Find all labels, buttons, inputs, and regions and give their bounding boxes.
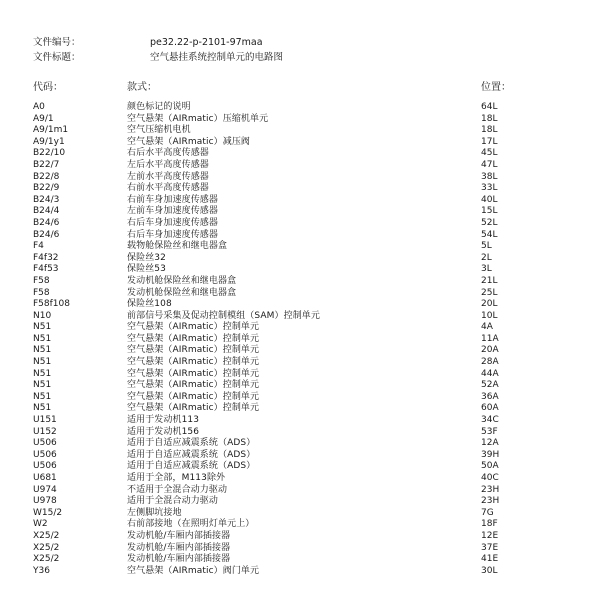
row-code: F4f53 — [33, 264, 59, 275]
row-description: 右前部接地（在照明灯单元上） — [127, 519, 255, 530]
row-code: W2 — [33, 519, 48, 530]
row-description: 空气压缩机电机 — [127, 125, 191, 136]
row-code: N51 — [33, 345, 52, 356]
table-row — [0, 276, 600, 288]
row-code: F4f32 — [33, 252, 59, 263]
table-row — [0, 450, 600, 462]
row-position: 2L — [481, 252, 492, 263]
row-position: 39H — [481, 449, 500, 460]
row-position: 18F — [481, 519, 498, 530]
row-position: 37E — [481, 542, 499, 553]
row-description: 空气悬架（AIRmatic）控制单元 — [127, 345, 260, 356]
row-description: 适用于发动机156 — [127, 426, 200, 437]
table-row — [0, 195, 600, 207]
row-position: 28A — [481, 357, 499, 368]
row-description: 空气悬架（AIRmatic）控制单元 — [127, 333, 260, 344]
row-code: U151 — [33, 415, 57, 426]
row-position: 3L — [481, 264, 492, 275]
table-row — [0, 392, 600, 404]
row-position: 33L — [481, 183, 498, 194]
row-position: 30L — [481, 565, 498, 576]
table-row — [0, 415, 600, 427]
row-position: 12E — [481, 530, 499, 541]
component-table — [0, 102, 600, 577]
table-row — [0, 322, 600, 334]
row-code: N51 — [33, 322, 52, 333]
row-description: 左侧脚坑接地 — [127, 507, 182, 518]
row-description: 空气悬架（AIRmatic）控制单元 — [127, 380, 260, 391]
table-row — [0, 334, 600, 346]
row-code: U506 — [33, 449, 57, 460]
row-description: 适用于发动机113 — [127, 415, 200, 426]
row-position: 47L — [481, 159, 498, 170]
row-description: 左前水平高度传感器 — [127, 171, 209, 182]
row-position: 17L — [481, 136, 498, 147]
row-code: B24/4 — [33, 206, 60, 217]
row-code: B22/10 — [33, 148, 66, 159]
row-description: 发动机舱/车厢内部插接器 — [127, 530, 231, 541]
row-description: 载物舱保险丝和继电器盒 — [127, 241, 228, 252]
row-position: 52L — [481, 217, 498, 228]
row-description: 右后车身加速度传感器 — [127, 229, 219, 240]
row-code: X25/2 — [33, 530, 60, 541]
table-row — [0, 473, 600, 485]
row-code: B24/6 — [33, 217, 60, 228]
table-row — [0, 137, 600, 149]
row-code: F4 — [33, 241, 44, 252]
row-code: X25/2 — [33, 542, 60, 553]
row-code: A9/1m1 — [33, 125, 69, 136]
row-code: F58f108 — [33, 299, 70, 310]
row-position: 44A — [481, 368, 499, 379]
doc-title-value: 空气悬挂系统控制单元的电路图 — [150, 52, 284, 63]
row-code: A9/1y1 — [33, 136, 65, 147]
row-code: N51 — [33, 391, 52, 402]
row-position: 10L — [481, 310, 498, 321]
doc-number-value: pe32.22-p-2101-97maa — [150, 37, 263, 48]
row-position: 52A — [481, 380, 499, 391]
row-position: 18L — [481, 125, 498, 136]
table-row — [0, 508, 600, 520]
table-row — [0, 299, 600, 311]
table-row — [0, 554, 600, 566]
table-row — [0, 264, 600, 276]
row-code: U974 — [33, 484, 57, 495]
row-code: U978 — [33, 496, 57, 507]
row-position: 4A — [481, 322, 493, 333]
row-code: Y36 — [33, 565, 50, 576]
table-row — [0, 241, 600, 253]
row-position: 50A — [481, 461, 499, 472]
table-row — [0, 519, 600, 531]
row-code: N10 — [33, 310, 52, 321]
row-code: N51 — [33, 380, 52, 391]
row-code: N51 — [33, 333, 52, 344]
row-code: U506 — [33, 461, 57, 472]
table-row — [0, 148, 600, 160]
table-row — [0, 311, 600, 323]
row-description: 颜色标记的说明 — [127, 102, 191, 112]
row-description: 右后车身加速度传感器 — [127, 217, 219, 228]
row-code: B22/7 — [33, 159, 60, 170]
row-description: 空气悬架（AIRmatic）减压阀 — [127, 136, 251, 147]
header-position: 位置： — [481, 82, 511, 93]
row-position: 60A — [481, 403, 499, 414]
table-row — [0, 403, 600, 415]
row-position: 20A — [481, 345, 499, 356]
row-description: 适用于全部，M113除外 — [127, 473, 226, 483]
row-code: X25/2 — [33, 554, 60, 565]
row-description: 空气悬架（AIRmatic）控制单元 — [127, 403, 260, 414]
row-code: F58 — [33, 275, 50, 286]
row-position: 5L — [481, 241, 492, 252]
table-row — [0, 543, 600, 555]
row-position: 34C — [481, 415, 499, 426]
table-row — [0, 160, 600, 172]
row-description: 右后水平高度传感器 — [127, 148, 209, 159]
header-code: 代码： — [33, 82, 63, 93]
row-code: B22/9 — [33, 183, 60, 194]
row-code: N51 — [33, 368, 52, 379]
row-code: U506 — [33, 438, 57, 449]
row-position: 20L — [481, 299, 498, 310]
row-description: 保险丝108 — [127, 299, 172, 310]
row-description: 发动机舱/车厢内部插接器 — [127, 542, 231, 553]
row-code: B24/3 — [33, 194, 60, 205]
row-position: 18L — [481, 113, 498, 124]
table-row — [0, 369, 600, 381]
row-description: 适用于自适应减震系统（ADS） — [127, 461, 256, 472]
table-row — [0, 531, 600, 543]
row-description: 左后水平高度传感器 — [127, 159, 209, 170]
row-position: 15L — [481, 206, 498, 217]
row-position: 12A — [481, 438, 499, 449]
row-code: W15/2 — [33, 507, 63, 518]
row-code: U681 — [33, 473, 57, 483]
row-description: 保险丝53 — [127, 264, 166, 275]
row-position: 38L — [481, 171, 498, 182]
header-description: 款式： — [127, 82, 157, 93]
row-description: 不适用于全混合动力驱动 — [127, 484, 228, 495]
row-description: 空气悬架（AIRmatic）控制单元 — [127, 357, 260, 368]
row-description: 左前车身加速度传感器 — [127, 206, 219, 217]
table-row — [0, 253, 600, 265]
table-row — [0, 206, 600, 218]
row-code: A9/1 — [33, 113, 54, 124]
doc-number-label: 文件编号： — [33, 37, 81, 48]
row-description: 空气悬架（AIRmatic）控制单元 — [127, 391, 260, 402]
table-row — [0, 357, 600, 369]
row-code: B22/8 — [33, 171, 60, 182]
row-description: 空气悬架（AIRmatic）压缩机单元 — [127, 113, 269, 124]
row-position: 41E — [481, 554, 499, 565]
row-description: 空气悬架（AIRmatic）阀门单元 — [127, 565, 260, 576]
row-position: 25L — [481, 287, 498, 298]
row-position: 45L — [481, 148, 498, 159]
table-row — [0, 461, 600, 473]
row-position: 23H — [481, 484, 500, 495]
row-position: 64L — [481, 102, 498, 112]
table-row — [0, 230, 600, 242]
table-row — [0, 102, 600, 114]
doc-title-label: 文件标题： — [33, 52, 81, 63]
table-row — [0, 496, 600, 508]
table-row — [0, 114, 600, 126]
row-position: 54L — [481, 229, 498, 240]
table-row — [0, 438, 600, 450]
row-code: A0 — [33, 102, 45, 112]
row-position: 53F — [481, 426, 498, 437]
row-code: B24/6 — [33, 229, 60, 240]
table-row — [0, 125, 600, 137]
row-description: 保险丝32 — [127, 252, 166, 263]
row-description: 适用于自适应减震系统（ADS） — [127, 449, 256, 460]
table-row — [0, 218, 600, 230]
row-code: U152 — [33, 426, 57, 437]
row-code: F58 — [33, 287, 50, 298]
row-position: 23H — [481, 496, 500, 507]
row-position: 36A — [481, 391, 499, 402]
table-row — [0, 172, 600, 184]
row-position: 11A — [481, 333, 499, 344]
row-position: 7G — [481, 507, 494, 518]
table-row — [0, 485, 600, 497]
row-position: 40C — [481, 473, 499, 483]
row-description: 发动机舱/车厢内部插接器 — [127, 554, 231, 565]
table-row — [0, 427, 600, 439]
row-description: 发动机舱保险丝和继电器盒 — [127, 275, 237, 286]
table-header — [0, 81, 600, 95]
row-code: N51 — [33, 357, 52, 368]
row-code: N51 — [33, 403, 52, 414]
row-description: 前部信号采集及促动控制模组（SAM）控制单元 — [127, 310, 321, 321]
row-description: 发动机舱保险丝和继电器盒 — [127, 287, 237, 298]
row-position: 21L — [481, 275, 498, 286]
table-row — [0, 345, 600, 357]
table-row — [0, 380, 600, 392]
row-description: 空气悬架（AIRmatic）控制单元 — [127, 322, 260, 333]
row-description: 适用于自适应减震系统（ADS） — [127, 438, 256, 449]
row-description: 右前水平高度传感器 — [127, 183, 209, 194]
row-description: 空气悬架（AIRmatic）控制单元 — [127, 368, 260, 379]
table-row — [0, 566, 600, 578]
row-description: 右前车身加速度传感器 — [127, 194, 219, 205]
table-row — [0, 183, 600, 195]
table-row — [0, 288, 600, 300]
row-description: 适用于全混合动力驱动 — [127, 496, 219, 507]
row-position: 40L — [481, 194, 498, 205]
